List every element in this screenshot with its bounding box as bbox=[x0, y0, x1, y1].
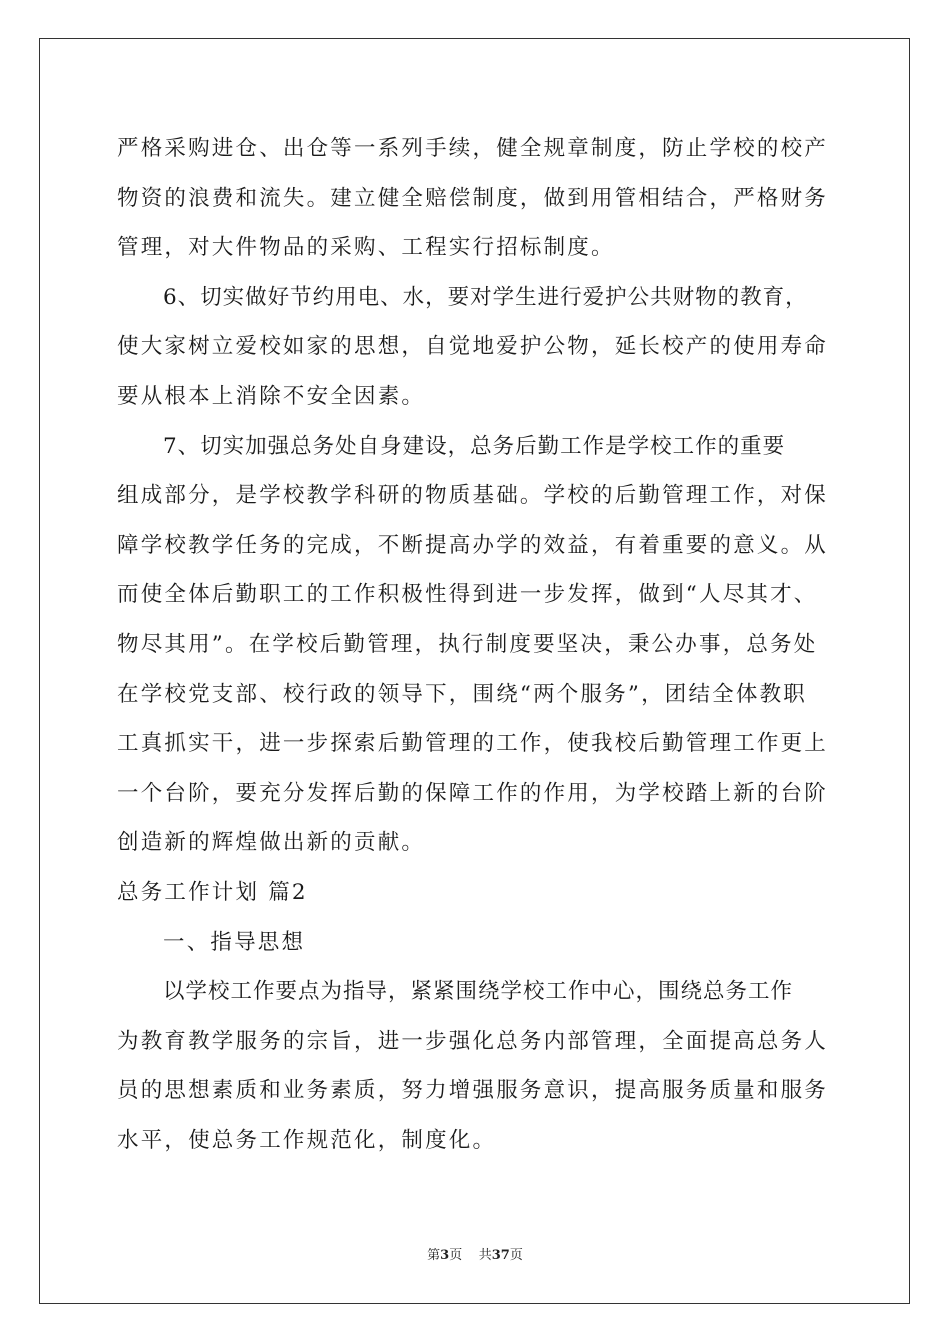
text-line: 组成部分，是学校教学科研的物质基础。学校的后勤管理工作，对保 bbox=[117, 483, 829, 509]
text-line: 物尽其用”。在学校后勤管理，执行制度要坚决，秉公办事，总务处 bbox=[117, 631, 818, 657]
text-line: 物资的浪费和流失。建立健全赔偿制度，做到用管相结合，严格财务 bbox=[117, 185, 829, 211]
text-line: 严格采购进仓、出仓等一系列手续，健全规章制度，防止学校的校产 bbox=[117, 136, 829, 161]
text-line: 要从根本上消除不安全因素。 bbox=[117, 383, 426, 409]
text-line: 工真抓实干，进一步探索后勤管理的工作，使我校后勤管理工作更上 bbox=[117, 731, 829, 757]
text-line: 管理，对大件物品的采购、工程实行招标制度。 bbox=[117, 235, 615, 261]
text-line: 创造新的辉煌做出新的贡献。 bbox=[117, 830, 426, 856]
text-line: 为教育教学服务的宗旨，进一步强化总务内部管理，全面提高总务人 bbox=[117, 1028, 829, 1054]
page-number: 3 bbox=[440, 1248, 450, 1263]
subsection-heading: 一、指导思想 bbox=[163, 929, 306, 955]
text-line: 7、切实加强总务处自身建设，总务后勤工作是学校工作的重要 bbox=[163, 433, 786, 459]
text-line: 一个台阶，要充分发挥后勤的保障工作的作用，为学校踏上新的台阶 bbox=[117, 780, 829, 806]
text-line: 水平，使总务工作规范化，制度化。 bbox=[117, 1127, 497, 1153]
page-prefix: 第 bbox=[427, 1248, 441, 1263]
total-prefix: 共 bbox=[478, 1248, 492, 1263]
document-body bbox=[117, 124, 837, 1165]
page-unit: 页 bbox=[449, 1248, 463, 1263]
text-line: 障学校教学任务的完成，不断提高办学的效益，有着重要的意义。从 bbox=[117, 532, 829, 558]
text-line: 6、切实做好节约用电、水，要对学生进行爱护公共财物的教育， bbox=[163, 284, 808, 310]
text-line: 员的思想素质和业务素质，努力增强服务意识，提高服务质量和服务 bbox=[117, 1078, 829, 1104]
text-line: 以学校工作要点为指导，紧紧围绕学校工作中心，围绕总务工作 bbox=[163, 979, 794, 1005]
text-line: 使大家树立爱校如家的思想，自觉地爱护公物，延长校产的使用寿命 bbox=[117, 334, 829, 360]
page-footer bbox=[0, 1244, 950, 1263]
total-pages: 37 bbox=[491, 1248, 510, 1263]
total-unit: 页 bbox=[509, 1248, 523, 1263]
text-line: 在学校党支部、校行政的领导下，围绕“两个服务”，团结全体教职 bbox=[117, 681, 807, 707]
section-heading: 总务工作计划 篇2 bbox=[117, 879, 308, 905]
text-line: 而使全体后勤职工的工作积极性得到进一步发挥，做到“人尽其才、 bbox=[117, 582, 818, 608]
